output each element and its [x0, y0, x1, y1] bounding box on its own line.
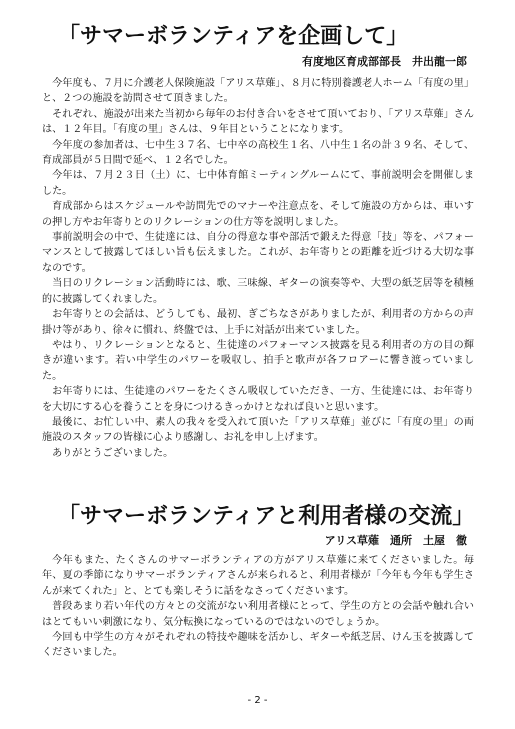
article1-paragraph-9: やはり、リクレーションとなると、生徒達のパフォーマンス披露を見る利用者の方の目の輝きが違います。若い中学生のパワーを吸収し、拍手と歌声が各フロアーに響き渡っていました。 — [42, 339, 474, 382]
article1-paragraph-12: ありがとうございました。 — [52, 447, 174, 459]
article1-byline: 有度地区育成部部長 井出龍一郎 — [302, 55, 467, 68]
page-number: - 2 - — [247, 695, 268, 706]
article2-paragraph-1: 今年もまた、たくさんのサマーボランティアの方がアリス草薙に来てくださいました。毎年、夏の季節になりサマーボランティアさんが来られると、利用者様が「今年も今年も学生さんが来てくれた」と、とても楽しそうに話をなさってくださいます。 — [42, 555, 474, 597]
article1-paragraph-2: それぞれ、施設が出来た当初から毎年のお付き合いをさせて頂いており、「アリス草薙」さんは、１２年目。「有度の里」さんは、９年目ということになります。 — [42, 108, 474, 136]
article1-paragraph-7: 当日のリクレーション活動時には、歌、三味線、ギターの演奏等や、大型の紙芝居等を積極的に披露してくれました。 — [42, 278, 474, 305]
article1-paragraph-8: お年寄りとの会話は、どうしても、最初、ぎごちなさがありましたが、利用者の方からの声掛け等があり、徐々に慣れ、終盤では、上手に対話が出来ていました。 — [42, 309, 474, 336]
article1-paragraph-10: お年寄りには、生徒達のパワーをたくさん吸収していただき、一方、生徒達には、お年寄りを大切にする心を養うことを身につけるきっかけとなれば良いと思います。 — [42, 386, 474, 413]
article1-body — [42, 76, 474, 461]
article1-paragraph-4: 今年は、７月２３日（土）に、七中体育館ミーティングルームにて、事前説明会を開催しました。 — [42, 170, 474, 197]
article1-title: 「サマーボランティアを企画して」 — [58, 23, 409, 49]
article1-paragraph-5: 育成部からはスケジュールや訪問先でのマナーや注意点を、そして施設の方からは、車いすの押し方やお年寄りとのリクレーションの仕方等を説明しました。 — [42, 201, 474, 228]
article2-title: 「サマーボランティアと利用者様の交流」 — [58, 503, 475, 529]
article2-paragraph-3: 今回も中学生の方々がそれぞれの特技や趣味を活かし、ギターや紙芝居、けん玉を披露してくださいました。 — [42, 632, 474, 659]
article1-paragraph-6: 事前説明会の中で、生徒達には、自分の得意な事や部活で鍛えた得意「技」等を、パフォーマンスとして披露してほしい旨も伝えました。これが、お年寄りとの距離を近づける大切な事なのです。 — [42, 232, 474, 274]
article2-paragraph-2: 普段あまり若い年代の方々との交流がない利用者様にとって、学生の方との会話や触れ合いはとてもいい刺激になり、気分転換になっているのではないのでしょうか。 — [42, 601, 474, 628]
article1-paragraph-1: 今年度も、７月に介護老人保険施設「アリス草薙」、８月に特別養護老人ホーム「有度の里」と、２つの施設を訪問させて頂きました。 — [42, 78, 474, 105]
article1-paragraph-3: 今年度の参加者は、七中生３７名、七中卒の高校生１名、八中生１名の計３９名、そして、育成部員が５日間で延べ、１２名でした。 — [42, 139, 474, 167]
article1-paragraph-11: 最後に、お忙しい中、素人の我々を受入れて頂いた「アリス草薙」並びに「有度の里」の両施設のスタッフの皆様に心より感謝し、お礼を申し上げます。 — [42, 416, 474, 444]
article2-body — [42, 553, 474, 661]
article2-byline: アリス草薙 通所 土屋 徹 — [324, 534, 467, 547]
